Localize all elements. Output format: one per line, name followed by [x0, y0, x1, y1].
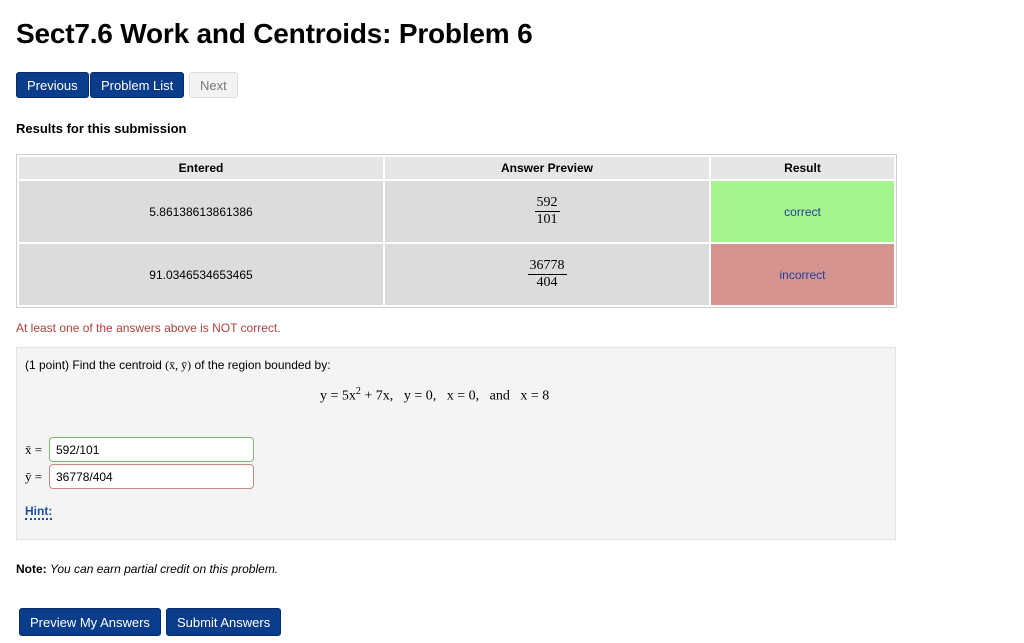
problem-list-button[interactable]: Problem List: [90, 72, 184, 98]
column-answer-preview: Answer Preview: [385, 157, 709, 179]
xbar-label: x̄ =: [25, 442, 43, 457]
equation-y: y = 5x: [320, 388, 356, 404]
table-row: [19, 244, 894, 305]
fraction-numerator: 592: [536, 195, 558, 210]
xbar-answer-input[interactable]: [49, 437, 254, 462]
region-equation: [320, 386, 549, 405]
ybar-answer-input[interactable]: [49, 464, 254, 489]
column-result: Result: [711, 157, 894, 179]
submit-answers-button[interactable]: Submit Answers: [166, 608, 281, 636]
note-label: Note:: [16, 562, 47, 576]
equation-y-tail: + 7x,: [360, 388, 394, 404]
entered-cell: 5.86138613861386: [19, 181, 383, 242]
equation-x0: x = 0,: [446, 388, 480, 404]
page-title: Sect7.6 Work and Centroids: Problem 6: [16, 18, 533, 49]
preview-answers-button[interactable]: Preview My Answers: [19, 608, 161, 636]
preview-cell: [385, 181, 709, 242]
note-text: You can earn partial credit on this problem.: [50, 562, 279, 576]
problem-text-tail: of the region bounded by:: [194, 358, 331, 372]
next-button[interactable]: Next: [189, 72, 238, 98]
equation-x8: x = 8: [520, 388, 550, 404]
preview-cell: [385, 244, 709, 305]
column-entered: Entered: [19, 157, 383, 179]
equation-and: and: [489, 388, 510, 404]
entered-cell: 91.0346534653465: [19, 244, 383, 305]
note: [16, 562, 278, 576]
results-heading: Results for this submission: [16, 121, 187, 136]
equation-exponent: 2: [355, 386, 361, 397]
table-row: [19, 181, 894, 242]
equation-y0: y = 0,: [403, 388, 437, 404]
fraction-numerator: 36778: [529, 258, 565, 273]
hint-link[interactable]: Hint:: [25, 504, 53, 518]
result-cell: correct: [711, 181, 894, 242]
preview-fraction: [535, 195, 560, 228]
fraction-denominator: 101: [536, 212, 558, 227]
fraction-denominator: 404: [528, 274, 567, 291]
results-table: [16, 154, 897, 308]
problem-box: [16, 347, 896, 540]
problem-statement: [25, 358, 331, 373]
problem-text: Find the centroid: [72, 358, 162, 372]
result-cell: incorrect: [711, 244, 894, 305]
previous-button[interactable]: Previous: [16, 72, 89, 98]
preview-fraction: [528, 258, 567, 291]
ybar-label: ȳ =: [25, 469, 43, 484]
problem-points: (1 point): [25, 358, 70, 372]
warning-message: At least one of the answers above is NOT correct.: [16, 321, 281, 335]
centroid-symbol: (x̄, ȳ): [165, 358, 192, 372]
